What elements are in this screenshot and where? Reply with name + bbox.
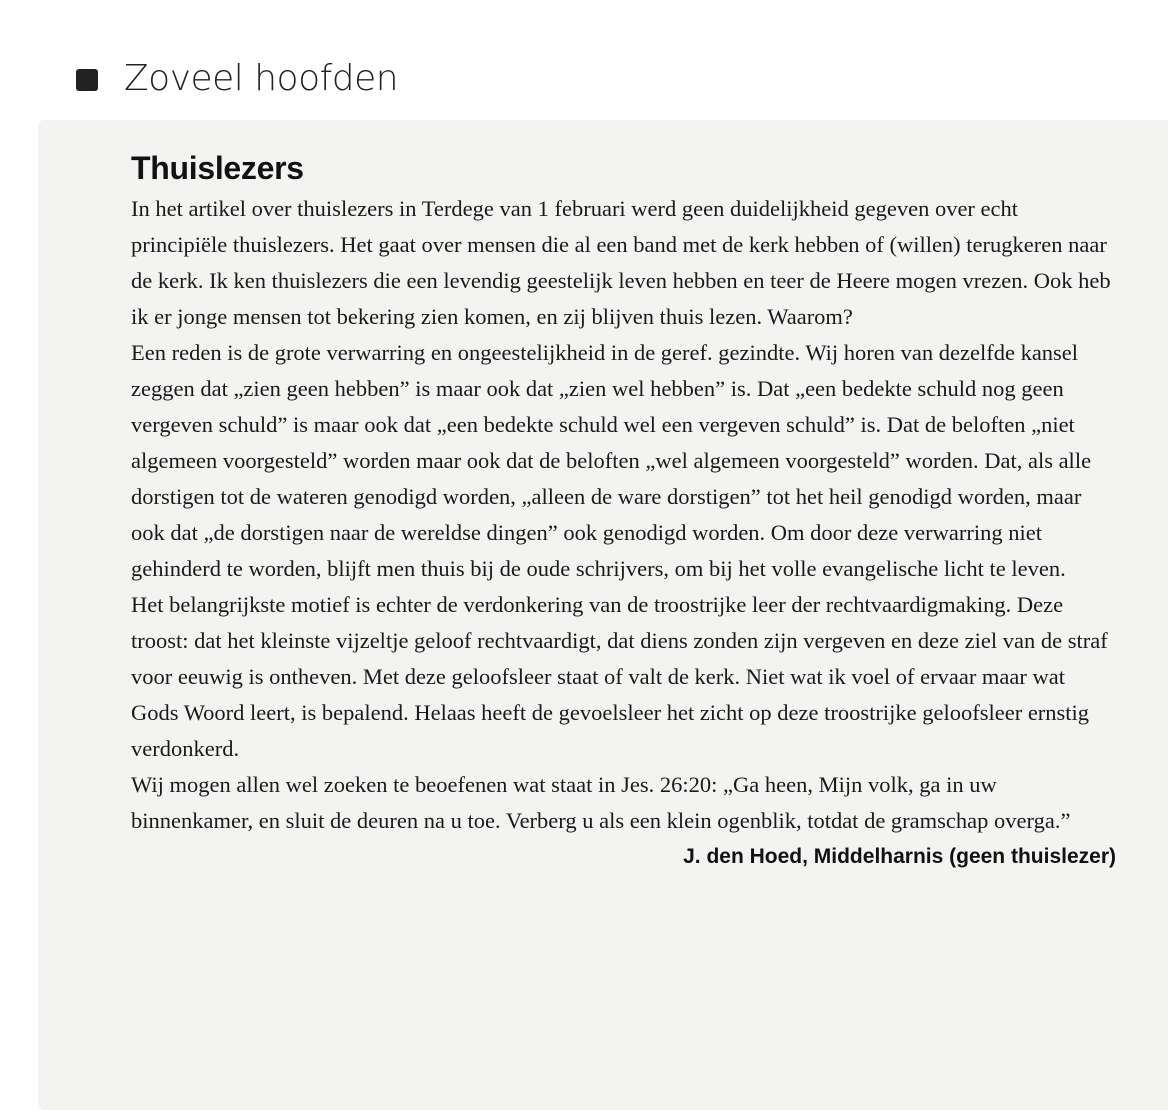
letter-paragraph: Het belangrijkste motief is echter de verdonkering van de troostrijke leer der rechtvaardigmaking. Deze troost: dat het kleinste vijzeltje geloof rechtvaardigt, dat diens zonden zijn vergeven en deze ziel van de straf voor eeuwig is ontheven. Met deze geloofsleer staat of valt de kerk. Niet wat ik voel of ervaar maar wat Gods Woord leert, is bepalend. Helaas heeft de gevoelsleer het zicht op deze troostrijke geloofsleer ernstig verdonkerd. xyxy=(131,592,1108,761)
section-title: Zoveel hoofden xyxy=(124,57,399,99)
letter-paragraph: In het artikel over thuislezers in Terdege van 1 februari werd geen duidelijkheid gegeven over echt principiële thuislezers. Het gaat over mensen die al een band met de kerk hebben of (willen) terugkeren naar de kerk. Ik ken thuislezers die een levendig geestelijk leven hebben en teer de Heere mogen vrezen. Ook heb ik er jonge mensen tot bekering zien komen, en zij blijven thuis lezen. Waarom? xyxy=(131,196,1111,329)
letter-paragraph: Wij mogen allen wel zoeken te beoefenen wat staat in Jes. 26:20: „Ga heen, Mijn volk, ga in uw binnenkamer, en sluit de deuren na u toe. Verberg u als een klein ogenblik, totdat de gramschap overga.” xyxy=(131,772,1071,833)
section-header xyxy=(76,50,398,106)
square-bullet-icon xyxy=(76,69,98,91)
letter-title: Thuislezers xyxy=(131,150,304,186)
letter-signature: J. den Hoed, Middelharnis (geen thuislezer) xyxy=(683,845,1116,868)
letter-paragraph: Een reden is de grote verwarring en ongeestelijkheid in de geref. gezindte. Wij horen van dezelfde kansel zeggen dat „zien geen hebben” is maar ook dat „zien wel hebben” is. Dat „een bedekte schuld nog geen vergeven schuld” is maar ook dat „een bedekte schuld wel een vergeven schuld” is. Dat de beloften „niet algemeen voorgesteld” worden maar ook dat de beloften „wel algemeen voorgesteld” worden. Dat, als alle dorstigen tot de wateren genodigd worden, „alleen de ware dorstigen” tot het heil genodigd worden, maar ook dat „de dorstigen naar de wereldse dingen” ook genodigd worden. Om door deze verwarring niet gehinderd te worden, blijft men thuis bij de oude schrijvers, om bij het volle evangelische licht te leven. xyxy=(131,340,1092,581)
letter-body xyxy=(131,191,1116,839)
reader-letter xyxy=(131,150,1116,869)
